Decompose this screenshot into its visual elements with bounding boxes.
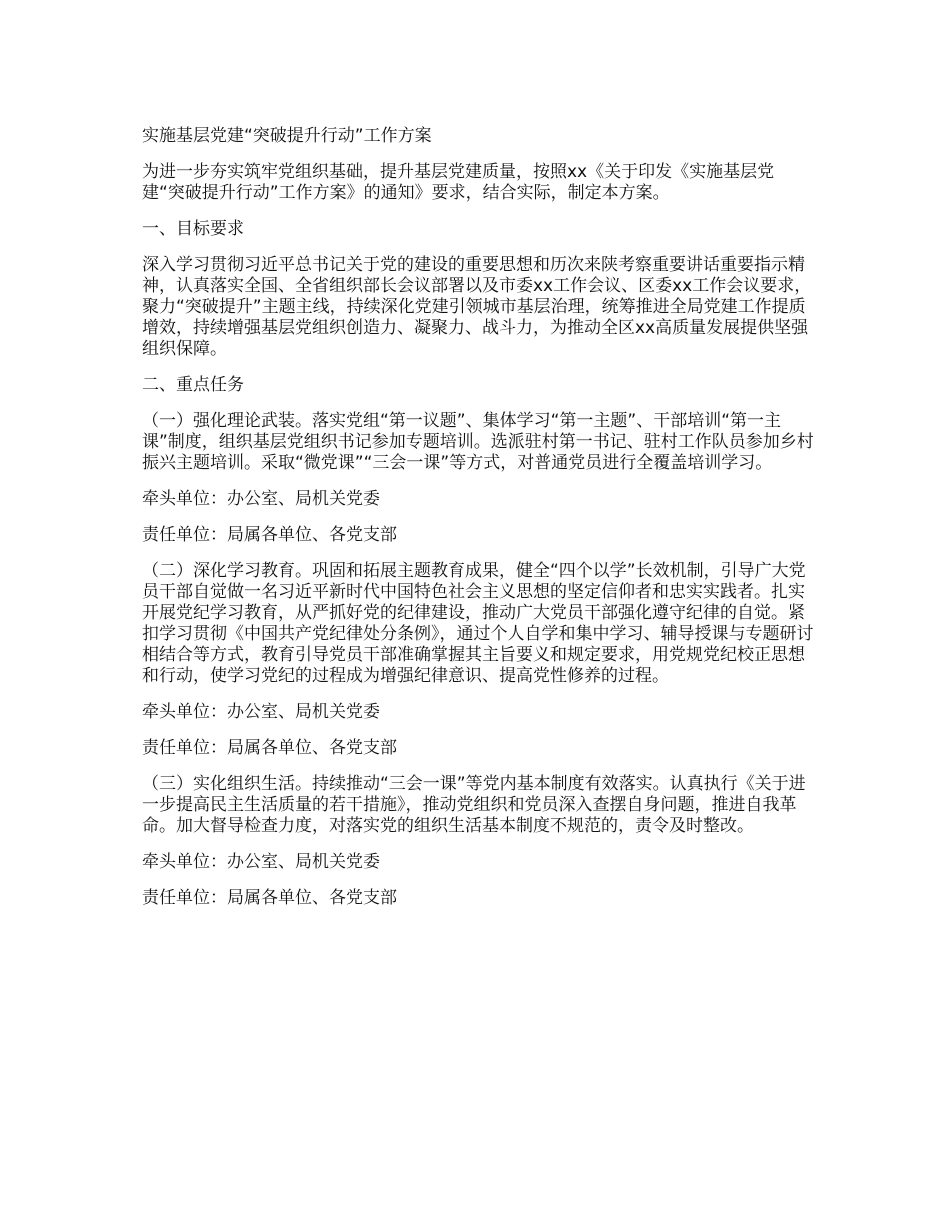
task3-responsible-unit: 责任单位：局属各单位、各党支部 (142, 888, 397, 908)
task1-paragraph: （一）强化理论武装。落实党组“第一议题”、集体学习“第一主题”、干部培训“第一主课”制度，组织基层党组织书记参加专题培训。选派驻村第一书记、驻村工作队员参加乡村振兴主题培训。采取“微党课”“三会一课”等方式，对普通党员进行全覆盖培训学习。 (142, 411, 814, 473)
document-page (142, 126, 814, 924)
section-heading-goals: 一、目标要求 (142, 219, 244, 239)
task2-responsible-unit: 责任单位：局属各单位、各党支部 (142, 738, 397, 758)
task1-responsible-unit: 责任单位：局属各单位、各党支部 (142, 525, 397, 545)
task1-lead-unit: 牵头单位：办公室、局机关党委 (142, 489, 380, 509)
task2-lead-unit: 牵头单位：办公室、局机关党委 (142, 702, 380, 722)
task3-lead-unit: 牵头单位：办公室、局机关党委 (142, 852, 380, 872)
section-heading-tasks: 二、重点任务 (142, 375, 244, 395)
task3-paragraph: （三）实化组织生活。持续推动“三会一课”等党内基本制度有效落实。认真执行《关于进一步提高民主生活质量的若干措施》，推动党组织和党员深入查摆自身问题，推进自我革命。加大督导检查力度，对落实党的组织生活基本制度不规范的，责令及时整改。 (142, 774, 806, 836)
goals-paragraph: 深入学习贯彻习近平总书记关于党的建设的重要思想和历次来陕考察重要讲话重要指示精神，认真落实全国、全省组织部长会议部署以及市委xx工作会议、区委xx工作会议要求，聚力“突破提升”主题主线，持续深化党建引领城市基层治理，统筹推进全局党建工作提质增效，持续增强基层党组织创造力、凝聚力、战斗力，为推动全区xx高质量发展提供坚强组织保障。 (142, 255, 812, 359)
intro-paragraph: 为进一步夯实筑牢党组织基础，提升基层党建质量，按照xx《关于印发《实施基层党建“突破提升行动”工作方案》的通知》要求，结合实际，制定本方案。 (142, 162, 775, 203)
task2-paragraph: （二）深化学习教育。巩固和拓展主题教育成果，健全“四个以学”长效机制，引导广大党员干部自觉做一名习近平新时代中国特色社会主义思想的坚定信仰者和忠实实践者。扎实开展党纪学习教育，从严抓好党的纪律建设，推动广大党员干部强化遵守纪律的自觉。紧扣学习贯彻《中国共产党纪律处分条例》，通过个人自学和集中学习、辅导授课与专题研讨相结合等方式，教育引导党员干部准确掌握其主旨要义和规定要求，用党规党纪校正思想和行动，使学习党纪的过程成为增强纪律意识、提高党性修养的过程。 (142, 561, 814, 686)
document-title: 实施基层党建“突破提升行动”工作方案 (142, 126, 432, 146)
